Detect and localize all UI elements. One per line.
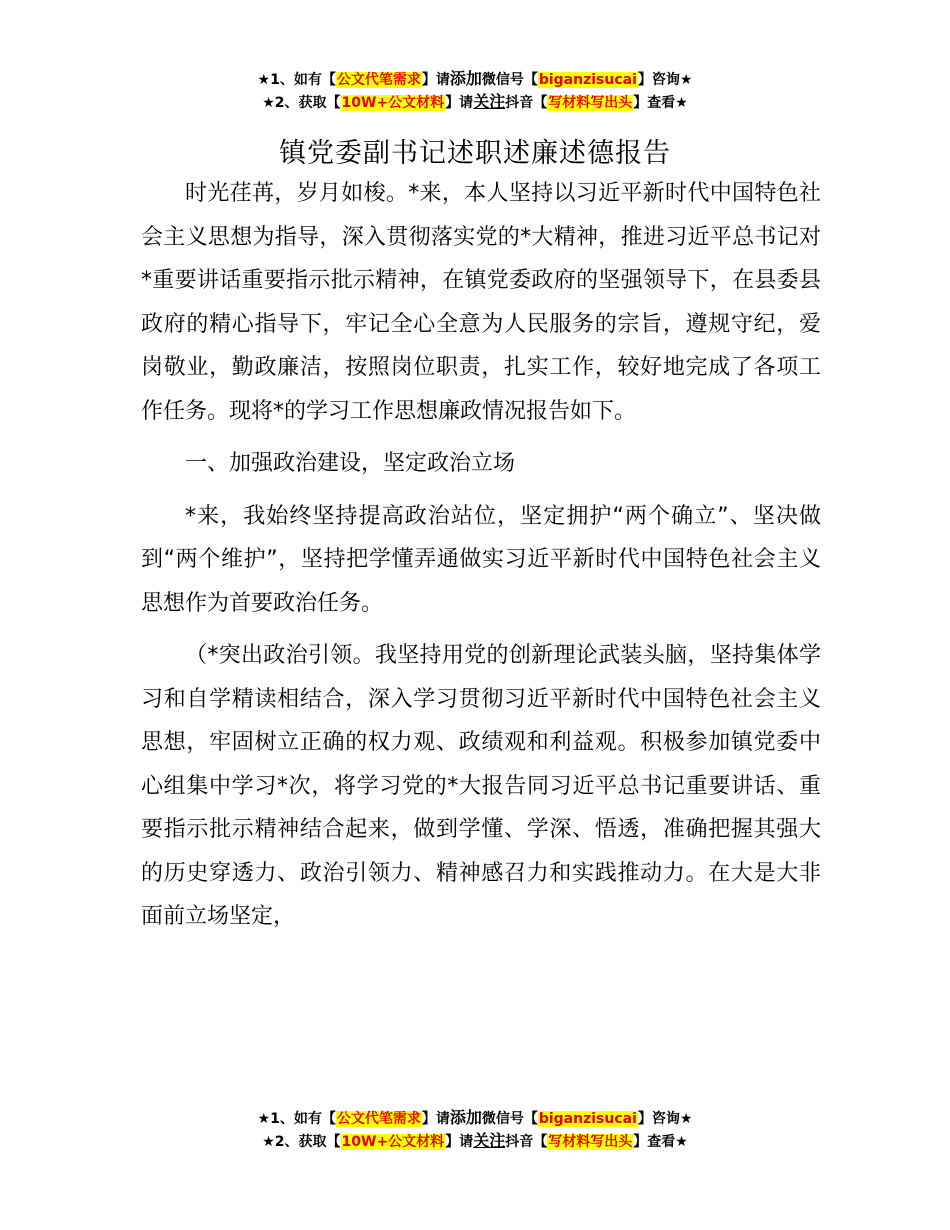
promo-line-2 bbox=[0, 1130, 950, 1153]
promo-text: 微信号【 bbox=[481, 72, 538, 88]
header-promo-banner bbox=[0, 68, 950, 114]
promo-emphasis: 关注 bbox=[473, 1131, 506, 1150]
promo-emphasis: 添加 bbox=[449, 69, 482, 88]
promo-emphasis: 关注 bbox=[473, 92, 506, 111]
body-paragraph-guidance: （*突出政治引领。我坚持用党的创新理论武装头脑，坚持集体学习和自学精读相结合，深入学习贯彻习近平新时代中国特色社会主义思想，牢固树立正确的权力观、政绩观和利益观。积极参加镇党委中心组集中学习*次，将学习党的*大报告同习近平总书记重要讲话、重要指示批示精神结合起来，做到学懂、学深、悟透，准确把握其强大的历史穿透力、政治引领力、精神感召力和实践推动力。在大是大非面前立场坚定， bbox=[141, 643, 821, 929]
document-body bbox=[141, 172, 821, 939]
promo-text: 】查看★ bbox=[633, 95, 688, 111]
body-paragraph-political: *来，我始终坚持提高政治站位，坚定拥护“两个确立”、坚决做到“两个维护”，坚持把学懂弄通做实习近平新时代中国特色社会主义思想作为首要政治任务。 bbox=[141, 503, 821, 616]
promo-line-1 bbox=[0, 68, 950, 91]
promo-text: 】咨询★ bbox=[637, 72, 693, 88]
body-paragraph-intro: 时光荏苒，岁月如梭。*来，本人坚持以习近平新时代中国特色社会主义思想为指导，深入贯彻落实党的*大精神，推进习近平总书记对*重要讲话重要指示批示精神，在镇党委政府的坚强领导下，在县委县政府的精心指导下，牢记全心全意为人民服务的宗旨，遵规守纪，爱岗敬业，勤政廉洁，按照岗位职责，扎实工作，较好地完成了各项工作任务。现将*的学习工作思想廉政情况报告如下。 bbox=[141, 181, 821, 424]
promo-emphasis: 添加 bbox=[449, 1108, 482, 1127]
promo-text: ★2、获取【 bbox=[262, 95, 341, 111]
promo-line-1 bbox=[0, 1107, 950, 1130]
promo-text: 】查看★ bbox=[633, 1134, 688, 1150]
promo-highlight-service: 公文代笔需求 bbox=[336, 1111, 421, 1127]
promo-text: 】请 bbox=[445, 95, 474, 111]
promo-text: 】咨询★ bbox=[637, 1111, 693, 1127]
promo-text: ★1、如有【 bbox=[257, 72, 336, 88]
promo-text: 】请 bbox=[421, 72, 450, 88]
promo-text: 抖音【 bbox=[505, 1134, 548, 1150]
footer-promo-banner bbox=[0, 1107, 950, 1153]
promo-highlight-materials: 10W+公文材料 bbox=[341, 1134, 445, 1150]
promo-highlight-wechat-id: biganzisucai bbox=[538, 72, 637, 88]
promo-text: 微信号【 bbox=[481, 1111, 538, 1127]
promo-highlight-douyin-id: 写材料写出头 bbox=[548, 95, 633, 111]
promo-text: ★2、获取【 bbox=[262, 1134, 341, 1150]
promo-highlight-service: 公文代笔需求 bbox=[336, 72, 421, 88]
promo-highlight-wechat-id: biganzisucai bbox=[538, 1111, 637, 1127]
promo-highlight-materials: 10W+公文材料 bbox=[341, 95, 445, 111]
promo-line-2 bbox=[0, 91, 950, 114]
promo-text: 抖音【 bbox=[505, 95, 548, 111]
promo-text: ★1、如有【 bbox=[257, 1111, 336, 1127]
promo-text: 】请 bbox=[421, 1111, 450, 1127]
promo-text: 】请 bbox=[445, 1134, 474, 1150]
promo-highlight-douyin-id: 写材料写出头 bbox=[548, 1134, 633, 1150]
document-title: 镇党委副书记述职述廉述德报告 bbox=[279, 138, 671, 170]
section-heading-1: 一、加强政治建设，坚定政治立场 bbox=[185, 451, 516, 476]
